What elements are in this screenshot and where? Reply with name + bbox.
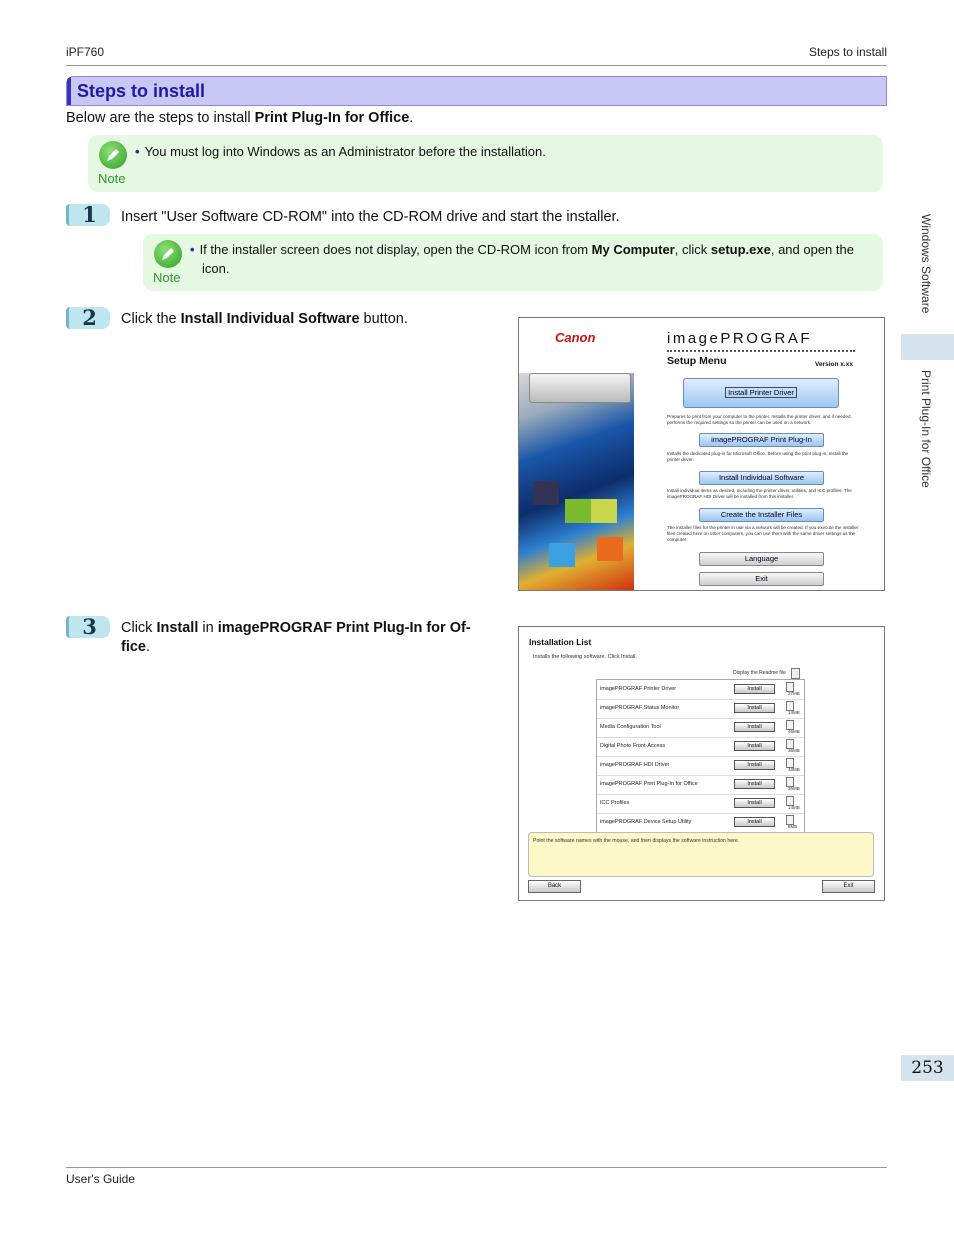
header-rule	[66, 65, 887, 66]
step-3-bold-product: imagePROGRAF Print Plug-In for Of-	[217, 620, 471, 636]
install-button[interactable]: Install	[734, 722, 775, 732]
readme-file-icon	[791, 668, 800, 679]
driver-description: Prepares to print from your computer to the printer. Installs the printer driver, and if needed, performs the required settings so the printer can be used on a network.	[667, 414, 852, 425]
step-3-text	[121, 619, 511, 657]
installation-list-screenshot	[518, 626, 885, 901]
step-1-text: Insert "User Software CD-ROM" into the CD-ROM drive and start the installer.	[121, 209, 620, 225]
note-text-part: icon.	[202, 261, 230, 276]
install-button[interactable]: Install	[734, 779, 775, 789]
step-badge-1: 1	[66, 204, 110, 226]
button-label: Install Printer Driver	[725, 387, 797, 398]
art-tile	[597, 537, 623, 561]
step-3-prefix: Click	[121, 620, 157, 636]
step-2-prefix: Click the	[121, 311, 181, 327]
step-badge-3: 3	[66, 616, 110, 638]
individual-description: Install individual items as desired, including the printer driver, utilities, and ICC profiles. The imagePROGRAF HDI Driver will be installed from this installer.	[667, 488, 852, 499]
step-2-bold: Install Individual Software	[180, 311, 360, 327]
note-pencil-icon	[154, 240, 182, 268]
note-label: Note	[153, 270, 181, 285]
software-row	[597, 737, 804, 757]
intro-text	[66, 110, 413, 126]
title-divider	[667, 350, 855, 352]
footer-rule	[66, 1167, 887, 1168]
software-row	[597, 718, 804, 738]
install-button[interactable]: Install	[734, 798, 775, 808]
section-title-accent	[67, 77, 71, 105]
software-name: imagePROGRAF HDI Driver	[600, 762, 670, 768]
note-bold-my-computer: My Computer	[591, 242, 675, 257]
software-row	[597, 794, 804, 814]
software-size: 36MB	[788, 786, 800, 791]
software-size: 8MB	[788, 824, 798, 829]
software-name: imagePROGRAF Device Setup Utility	[600, 819, 692, 825]
software-row	[597, 699, 804, 719]
bullet-icon: •	[135, 144, 140, 159]
plugin-description: Installs the dedicated plug-in for Microsoft Office. Before using the print plug-in, install the printer driver.	[667, 451, 849, 462]
canon-logo: Canon	[555, 330, 596, 345]
art-tile	[533, 481, 559, 505]
footer-text: User's Guide	[66, 1172, 135, 1186]
intro-bold: Print Plug-In for Office	[254, 110, 410, 126]
language-button[interactable]: Language	[699, 552, 824, 566]
art-tile	[549, 543, 575, 567]
step-3-suffix: .	[146, 639, 151, 655]
install-individual-software-button[interactable]: Install Individual Software	[699, 471, 824, 485]
step-3-bold-product-end: fice	[121, 639, 146, 655]
product-title: imagePROGRAF	[667, 330, 813, 347]
software-size: 48MB	[788, 767, 800, 772]
install-button[interactable]: Install	[734, 817, 775, 827]
instruction-text: Point the software names with the mouse, and then displays the software instruction here.	[533, 838, 740, 844]
installation-list-title: Installation List	[529, 637, 592, 647]
note-text	[190, 240, 870, 278]
printer-artwork	[519, 373, 634, 590]
note-bold-setup-exe: setup.exe	[710, 242, 771, 257]
create-installer-files-button[interactable]: Create the Installer Files	[699, 508, 824, 522]
step-3-bold-install: Install	[156, 620, 199, 636]
step-badge-2: 2	[66, 307, 110, 329]
step-2-suffix: button.	[359, 311, 408, 327]
install-printer-driver-button[interactable]	[683, 378, 839, 408]
install-button[interactable]: Install	[734, 741, 775, 751]
software-row	[597, 775, 804, 795]
note-text	[135, 142, 546, 161]
setup-menu-title: Setup Menu	[667, 355, 727, 367]
install-button[interactable]: Install	[734, 684, 775, 694]
intro-suffix: .	[409, 110, 414, 126]
software-name: imagePROGRAF Print Plug-In for Office	[600, 781, 698, 787]
note-label: Note	[98, 171, 126, 186]
print-plugin-button[interactable]: imagePROGRAF Print Plug-In	[699, 433, 824, 447]
software-list	[596, 679, 805, 833]
note-pencil-icon	[99, 141, 127, 169]
software-name: ICC Profiles	[600, 800, 630, 806]
readme-label: Display the Readme file	[733, 670, 786, 676]
back-button[interactable]: Back	[528, 880, 581, 893]
section-title: Steps to install	[77, 81, 206, 101]
create-description: The installer files for the printer in use via a network will be created. If you execute the installer files created here on other computers, you can use them with the same driver settings as the computer.	[667, 525, 859, 542]
installation-list-subtitle: Installs the following software. Click Install.	[533, 654, 637, 660]
software-name: imagePROGRAF Status Monitor	[600, 705, 680, 711]
note-box-installer	[143, 234, 883, 291]
software-row	[597, 813, 804, 833]
step-3-mid: in	[198, 620, 218, 636]
install-button[interactable]: Install	[734, 703, 775, 713]
header-model: iPF760	[66, 45, 105, 59]
software-name: imagePROGRAF Printer Driver	[600, 686, 677, 692]
art-tile	[565, 499, 591, 523]
version-label: Version x.xx	[815, 361, 853, 368]
software-size: 35MB	[788, 748, 800, 753]
side-tab-marker	[901, 334, 954, 360]
software-name: Media Configuration Tool	[600, 724, 661, 730]
install-button[interactable]: Install	[734, 760, 775, 770]
note-text-part: , click	[674, 242, 711, 257]
note-text-content: You must log into Windows as an Administrator before the installation.	[144, 144, 546, 159]
printer-illustration	[529, 373, 631, 403]
art-tile	[591, 499, 617, 523]
header-section: Steps to install	[808, 45, 887, 59]
side-tab-windows-software[interactable]: Windows Software	[919, 214, 933, 314]
exit-button[interactable]: Exit	[822, 880, 875, 893]
software-size: 14MB	[788, 805, 800, 810]
note-text-part: , and open the	[770, 242, 854, 257]
note-text-part: If the installer screen does not display, open the CD-ROM icon from	[199, 242, 592, 257]
bullet-icon: •	[190, 242, 195, 257]
setup-menu-screenshot	[518, 317, 885, 591]
software-size: 14MB	[788, 710, 800, 715]
step-2-text	[121, 310, 408, 329]
software-row	[597, 756, 804, 776]
exit-button[interactable]: Exit	[699, 572, 824, 586]
instruction-panel	[528, 832, 874, 877]
note-box-admin	[88, 135, 883, 192]
software-size: 45MB	[788, 729, 800, 734]
software-size: 27MB	[788, 691, 800, 696]
software-name: Digital Photo Front-Access	[600, 743, 666, 749]
intro-prefix: Below are the steps to install	[66, 110, 255, 126]
software-row	[597, 680, 804, 700]
section-title-bar	[66, 76, 887, 106]
page-number: 253	[901, 1055, 954, 1081]
side-tab-print-plugin[interactable]: Print Plug-In for Office	[919, 370, 933, 488]
